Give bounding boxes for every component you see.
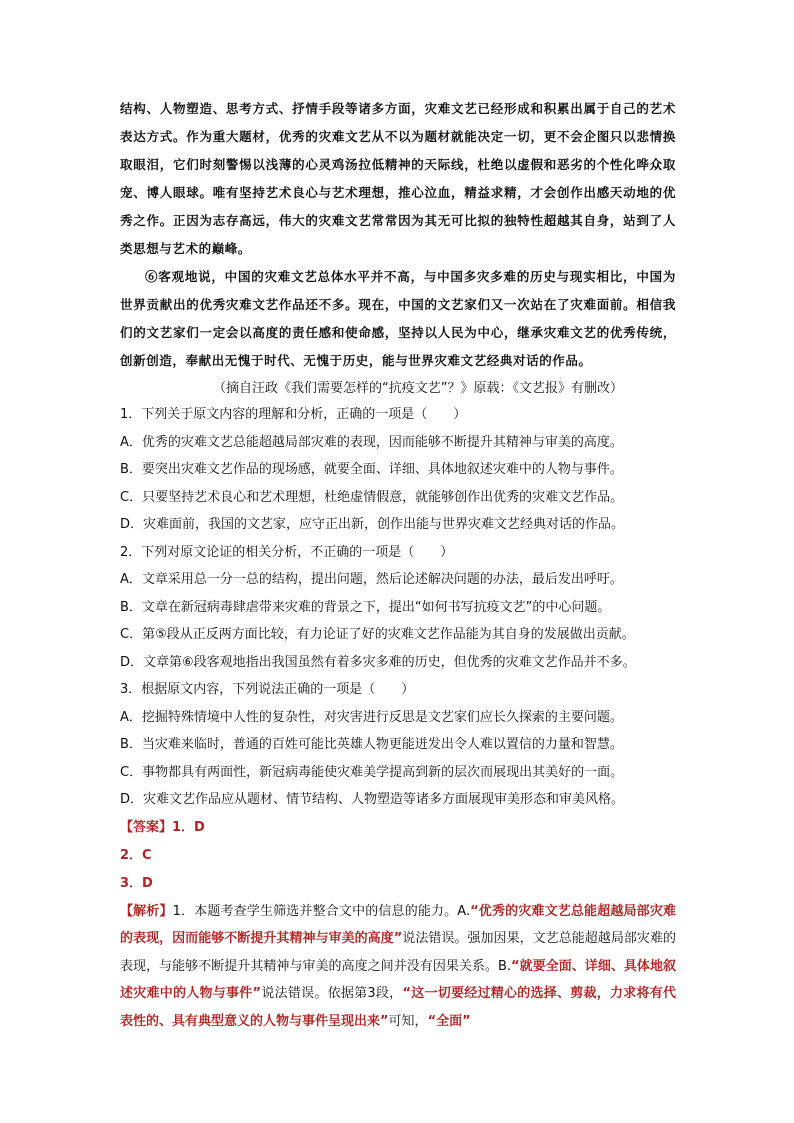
option-b: B．要突出灾难文艺作品的现场感，就要全面、详细、具体地叙述灾难中的人物与事件。 (120, 462, 623, 477)
analysis-quote: “这一切要经过精心的选择、剪裁，力求将有代表性的、具有典型意义的人物与事件呈现出来” (120, 986, 676, 1029)
option-a: A．挖掘特殊情境中人性的复杂性，对灾害进行反思是文艺家们应长久探索的主要问题。 (120, 709, 623, 725)
analysis-text: 说法错误。依据第3段， (261, 986, 403, 1001)
option-d: D．灾难面前，我国的文艺家，应守正出新，创作出能与世界灾难文艺经典对话的作品。 (120, 517, 625, 532)
analysis-text: 说法错误。强加因果，文艺总能超越局部灾难的表现，与能够不断提升其精神与审美的高度之间并没有因果关系。B. (120, 931, 676, 974)
question-stem: 3．根据原文内容，下列说法正确的一项是（ ） (120, 682, 415, 697)
question-1 (120, 401, 676, 539)
analysis-text: 可知， (388, 1013, 428, 1029)
analysis-block (120, 898, 676, 1036)
option-d: D．文章第⑥段客观地指出我国虽然有着多灾多难的历史，但优秀的灾难文艺作品并不多。 (120, 654, 636, 670)
question-stem: 1．下列关于原文内容的理解和分析，正确的一项是（ ） (120, 407, 467, 422)
answer-item: 1．D (172, 819, 205, 835)
document-content (120, 95, 676, 1035)
analysis-tag: 【解析】 (120, 903, 173, 919)
question-stem: 2．下列对原文论证的相关分析，不正确的一项是（ ） (120, 544, 454, 560)
option-c: C．只要坚持艺术良心和艺术理想，杜绝虚情假意，就能够创作出优秀的灾难文艺作品。 (120, 489, 624, 505)
passage-paragraph-1: 结构、人物塑造、思考方式、抒情手段等诸多方面，灾难文艺已经形成和积累出属于自己的艺术表达方式。作为重大题材，优秀的灾难文艺从不以为题材就能决定一切，更不会企图只以悲情换取眼泪，它们时刻警惕以浅薄的心灵鸡汤拉低精神的天际线，杜绝以虚假和恶劣的个性化哗众取宠、博人眼球。唯有坚持艺术良心与艺术理想，推心泣血，精益求精，才会创作出感天动地的优秀之作。正因为志存高远，伟大的灾难文艺常常因为其无可比拟的独特性超越其自身，站到了人类思想与艺术的巅峰。 (120, 101, 676, 256)
analysis-quote: “优秀的灾难文艺总能超越局部灾难的表现，因而能够不断提升其精神与审美的高度” (120, 903, 676, 946)
answer-block (120, 814, 676, 898)
question-3 (120, 676, 676, 814)
question-2 (120, 539, 676, 677)
analysis-quote: “就要全面、详细、具体地叙述灾难中的人物与事件” (120, 958, 676, 1001)
option-a: A．优秀的灾难文艺总能超越局部灾难的表现，因而能够不断提升其精神与审美的高度。 (120, 434, 623, 450)
option-c: C．事物都具有两面性，新冠病毒能使灾难美学提高到新的层次而展现出其美好的一面。 (120, 764, 624, 780)
option-b: B．文章在新冠病毒肆虐带来灾难的背景之下，提出“如何书写抗疫文艺”的中心问题。 (120, 599, 611, 615)
option-c: C．第⑤段从正反两方面比较，有力论证了好的灾难文艺作品能为其自身的发展做出贡献。 (120, 627, 635, 642)
option-a: A．文章采用总一分一总的结构，提出问题，然后论述解决问题的办法，最后发出呼吁。 (120, 572, 623, 587)
answer-item: 3．D (120, 875, 153, 891)
option-d: D．灾难文艺作品应从题材、情节结构、人物塑造等诸多方面展现审美形态和审美风格。 (120, 792, 625, 807)
option-b: B．当灾难来临时，普通的百姓可能比英雄人物更能迸发出令人难以置信的力量和智慧。 (120, 737, 623, 752)
analysis-quote: “全面” (427, 1013, 471, 1029)
answer-tag: 【答案】 (120, 819, 173, 835)
answer-item: 2．C (120, 847, 152, 863)
passage-paragraph-6: ⑥客观地说，中国的灾难文艺总体水平并不高，与中国多灾多难的历史与现实相比，中国为世界贡献出的优秀灾难文艺作品还不多。现在，中国的文艺家们又一次站在了灾难面前。相信我们的文艺家们一定会以高度的责任感和使命感，坚持以人民为中心，继承灾难文艺的优秀传统，创新创造，奉献出无愧于时代、无愧于历史，能与世界灾难文艺经典对话的作品。 (120, 269, 676, 368)
passage-source: （摘自汪政《我们需要怎样的“抗疫文艺”？》原载：《文艺报》有删改） (213, 381, 623, 396)
analysis-text: 1．本题考查学生筛选并整合文中的信息的能力。A. (172, 903, 471, 919)
